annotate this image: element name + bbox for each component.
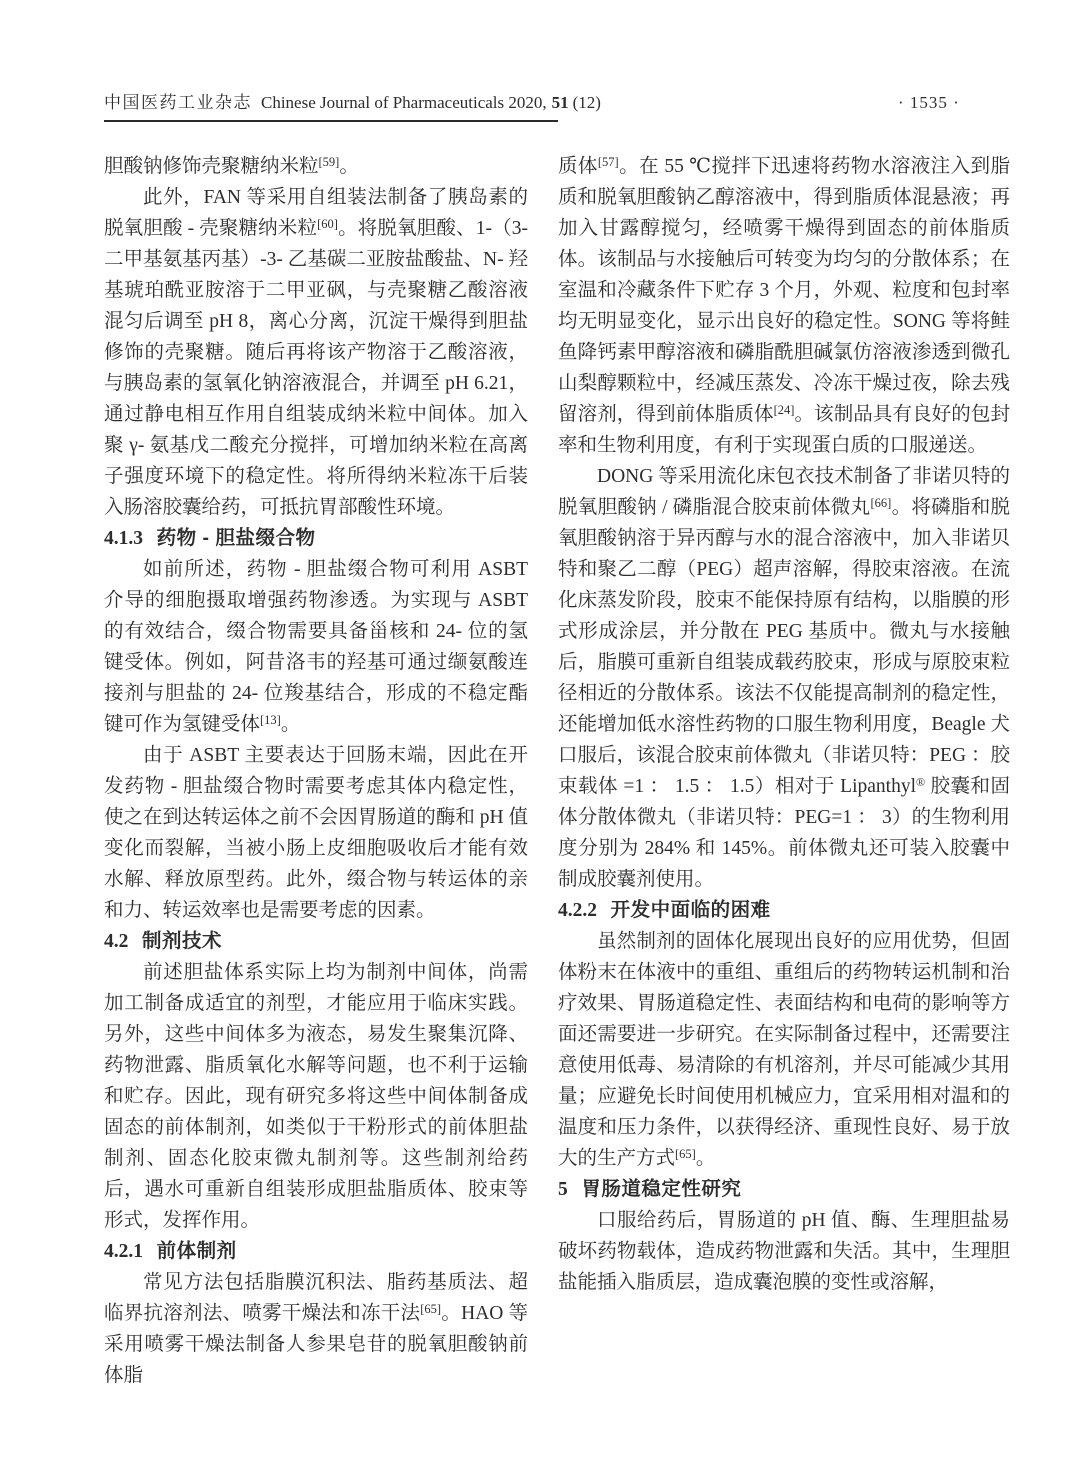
citation-ref: [59]: [318, 155, 340, 169]
article-body: [104, 151, 1010, 1391]
paragraph: 如前所述，药物 - 胆盐缀合物可利用 ASBT 介导的细胞摄取增强药物渗透。为实现与 ASBT 的有效结合，缀合物需要具备甾核和 24- 位的氢键受体。例如，阿昔洛韦的羟基可通过缬氨酸连接剂与胆盐的 24- 位羧基结合，形成的不稳定酯键可作为氢键受体[13]。: [104, 559, 528, 735]
paragraph: 常见方法包括脂膜沉积法、脂药基质法、超临界抗溶剂法、喷雾干燥法和冻干法[65]。HAO 等采用喷雾干燥法制备人参果皂苷的脱氧胆酸钠前体脂: [104, 1272, 528, 1386]
paragraph: 由于 ASBT 主要表达于回肠末端，因此在开发药物 - 胆盐缀合物时需要考虑其体内稳定性，使之在到达转运体之前不会因胃肠道的酶和 pH 值变化而裂解，当被小肠上皮细胞吸收后才能有效水解、释放原型药。此外，缀合物与转运体的亲和力、转运效率也是需要考虑的因素。: [104, 745, 528, 921]
journal-volume: 51: [551, 93, 569, 112]
citation-ref: [66]: [870, 496, 892, 510]
journal-header: [104, 92, 601, 114]
header-rule: [104, 120, 558, 122]
section-title: 制剂技术: [142, 930, 223, 952]
section-title: 药物 - 胆盐缀合物: [156, 527, 316, 549]
citation-ref: [13]: [260, 713, 281, 727]
section-number: 4.1.3: [104, 528, 143, 549]
left-column: [104, 151, 528, 1391]
paragraph: 胆酸钠修饰壳聚糖纳米粒[59]。: [104, 155, 359, 177]
citation-ref: [65]: [675, 1147, 696, 1161]
paragraph: 虽然制剂的固体化展现出良好的应用优势，但固体粉末在体液中的重组、重组后的药物转运机制和治疗效果、胃肠道稳定性、表面结构和电荷的影响等方面还需要进一步研究。在实际制备过程中，还需要注意使用低毒、易清除的有机溶剂，并尽可能减少其用量；应避免长时间使用机械应力，宜采用相对温和的温度和压力条件，以获得经济、重现性良好、易于放大的生产方式[65]。: [558, 931, 1010, 1169]
section-heading: [104, 926, 528, 957]
section-number: 4.2.2: [558, 900, 597, 921]
section-heading: [558, 895, 1010, 926]
journal-issue: (12): [572, 93, 601, 112]
journal-title-en: Chinese Journal of Pharmaceuticals 2020,: [261, 93, 547, 112]
paragraph: 前述胆盐体系实际上均为制剂中间体，尚需加工制备成适宜的剂型，才能应用于临床实践。另外，这些中间体多为液态，易发生聚集沉降、药物泄露、脂质氧化水解等问题，也不利于运输和贮存。因此，现有研究多将这些中间体制备成固态的前体制剂，如类似于干粉形式的前体胆盐制剂、固态化胶束微丸制剂等。这些制剂给药后，遇水可重新自组装形成胆盐脂质体、胶束等形式，发挥作用。: [104, 962, 528, 1231]
section-heading: [104, 523, 528, 554]
section-title: 开发中面临的困难: [610, 899, 771, 921]
section-number: 4.2.1: [104, 1241, 143, 1262]
paragraph: 口服给药后，胃肠道的 pH 值、酶、生理胆盐易破坏药物载体，造成药物泄露和失活。其中，生理胆盐能插入脂质层，造成囊泡膜的变性或溶解，: [558, 1210, 1010, 1293]
paragraph: DONG 等采用流化床包衣技术制备了非诺贝特的脱氧胆酸钠 / 磷脂混合胶束前体微丸[66]。将磷脂和脱氧胆酸钠溶于异丙醇与水的混合溶液中，加入非诺贝特和聚乙二醇（PEG）超声溶解，得胶束溶液。在流化床蒸发阶段，胶束不能保持原有结构，以脂膜的形式形成涂层，并分散在 PEG 基质中。微丸与水接触后，脂膜可重新自组装成载药胶束，形成与原胶束粒径相近的分散体系。该法不仅能提高制剂的稳定性，还能增加低水溶性药物的口服生物利用度，Beagle 犬口服后，该混合胶束前体微丸（非诺贝特：PEG ：胶束载体 =1 ： 1.5 ： 1.5）相对于 Lipanthyl® 胶囊和固体分散体微丸（非诺贝特：PEG=1 ： 3）的生物利用度分别为 284% 和 145%。前体微丸还可装入胶囊中制成胶囊剂使用。: [558, 466, 1010, 890]
section-heading: [104, 1236, 528, 1267]
section-number: 4.2: [104, 931, 129, 952]
right-column: [558, 151, 1010, 1391]
citation-ref: [24]: [773, 403, 795, 417]
registered-mark: ®: [916, 775, 926, 789]
section-heading: [558, 1174, 1010, 1205]
section-number: 5: [558, 1179, 568, 1200]
section-title: 胃肠道稳定性研究: [581, 1178, 742, 1200]
citation-ref: [65]: [420, 1302, 442, 1316]
citation-ref: [60]: [317, 217, 338, 231]
paragraph: 质体[57]。在 55 ℃搅拌下迅速将药物水溶液注入到脂质和脱氧胆酸钠乙醇溶液中，得到脂质体混悬液；再加入甘露醇搅匀，经喷雾干燥得到固态的前体脂质体。该制品与水接触后可转变为均匀的分散体系；在室温和冷藏条件下贮存 3 个月，外观、粒度和包封率均无明显变化，显示出良好的稳定性。SONG 等将鲑鱼降钙素甲醇溶液和磷脂酰胆碱氯仿溶液渗透到微孔山梨醇颗粒中，经减压蒸发、冷冻干燥过夜，除去残留溶剂，得到前体脂质体[24]。该制品具有良好的包封率和生物利用度，有利于实现蛋白质的口服递送。: [558, 155, 1010, 456]
journal-title-cn: 中国医药工业杂志: [104, 93, 252, 112]
section-title: 前体制剂: [156, 1240, 237, 1262]
citation-ref: [57]: [597, 155, 619, 169]
page-number: · 1535 ·: [898, 93, 960, 112]
paragraph: 此外，FAN 等采用自组装法制备了胰岛素的脱氧胆酸 - 壳聚糖纳米粒[60]。将脱氧胆酸、1-（3- 二甲基氨基丙基）-3- 乙基碳二亚胺盐酸盐、N- 羟基琥珀酰亚胺溶于二甲亚砜，与壳聚糖乙酸溶液混匀后调至 pH 8，离心分离，沉淀干燥得到胆盐修饰的壳聚糖。随后再将该产物溶于乙酸溶液，与胰岛素的氢氧化钠溶液混合，并调至 pH 6.21，通过静电相互作用自组装成纳米粒中间体。加入聚 γ- 氨基戊二酸充分搅拌，可增加纳米粒在高离子强度环境下的稳定性。将所得纳米粒冻干后装入肠溶胶囊给药，可抵抗胃部酸性环境。: [104, 187, 528, 518]
